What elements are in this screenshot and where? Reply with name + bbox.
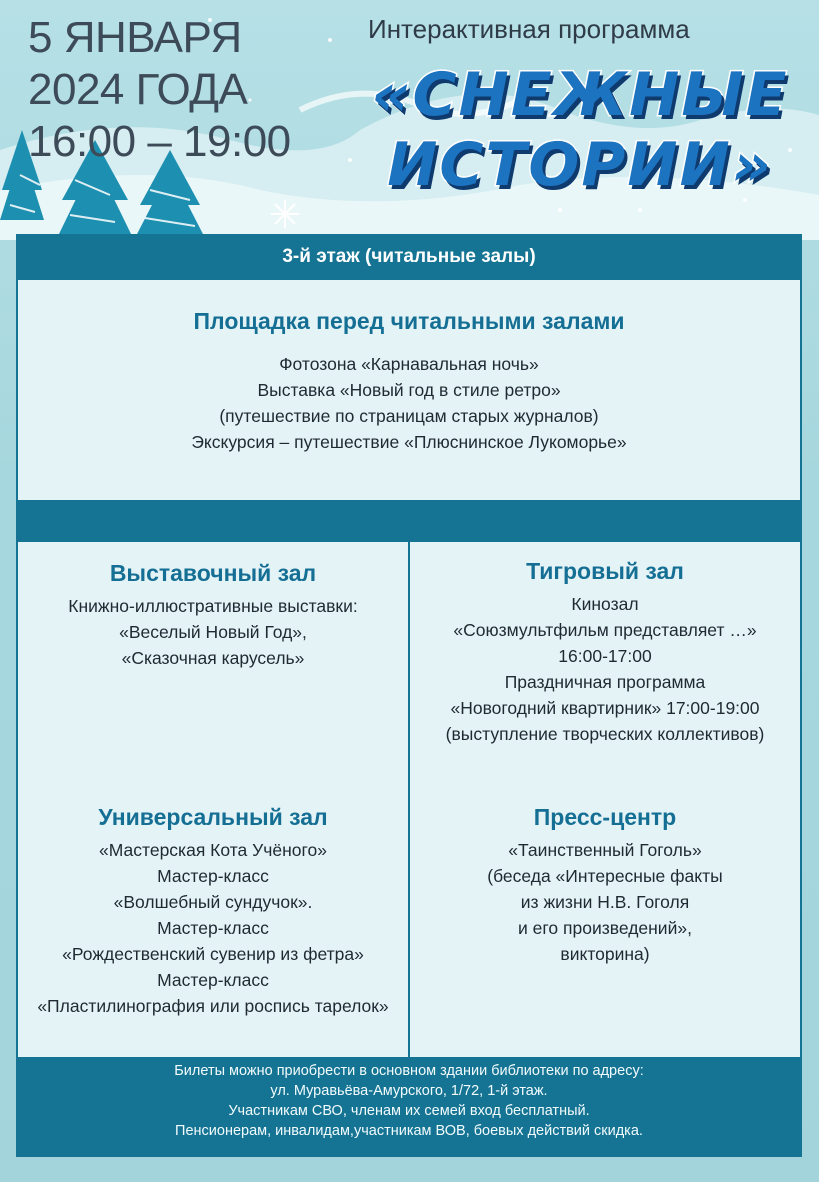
exhibition-line: «Веселый Новый Год», bbox=[119, 622, 307, 642]
divider-bar bbox=[16, 500, 802, 542]
universal-line: «Мастерская Кота Учёного» bbox=[99, 840, 327, 860]
landing-line: Выставка «Новый год в стиле ретро» bbox=[257, 380, 561, 400]
landing-title: Площадка перед читальными залами bbox=[193, 308, 625, 334]
tiger-line: Кинозал bbox=[571, 594, 639, 614]
date-day: 5 ЯНВАРЯ bbox=[28, 13, 242, 62]
press-line: викторина) bbox=[560, 944, 650, 964]
date-year: 2024 ГОДА bbox=[28, 65, 248, 114]
title-line-2: ИСТОРИИ» bbox=[387, 130, 773, 200]
halls-right-column bbox=[410, 542, 800, 1057]
universal-line: Мастер-класс bbox=[157, 970, 269, 990]
universal-line: «Пластилинография или роспись тарелок» bbox=[37, 996, 389, 1016]
footer-line: Пенсионерам, инвалидам,участникам ВОВ, боевых действий скидка. bbox=[175, 1123, 643, 1139]
tiger-line: 16:00-17:00 bbox=[558, 646, 652, 666]
program-title bbox=[370, 60, 790, 200]
ticket-info-footer bbox=[16, 1057, 802, 1157]
halls-grid bbox=[16, 542, 802, 1057]
tiger-hall-title: Тигровый зал bbox=[526, 558, 684, 584]
event-time: 16:00 – 19:00 bbox=[28, 117, 291, 166]
halls-left-column bbox=[18, 542, 410, 1057]
press-line: (беседа «Интересные факты bbox=[487, 866, 723, 886]
universal-line: Мастер-класс bbox=[157, 918, 269, 938]
universal-hall bbox=[18, 804, 408, 1019]
press-center-title: Пресс-центр bbox=[533, 804, 677, 830]
exhibition-hall-title: Выставочный зал bbox=[109, 560, 317, 586]
press-line: и его произведений», bbox=[518, 918, 692, 938]
exhibition-hall bbox=[18, 560, 408, 671]
landing-line: Фотозона «Карнавальная ночь» bbox=[279, 354, 539, 374]
exhibition-line: «Сказочная карусель» bbox=[121, 648, 305, 668]
tiger-line: (выступление творческих коллективов) bbox=[445, 724, 765, 744]
footer-line: Участникам СВО, членам их семей вход бесплатный. bbox=[228, 1103, 590, 1119]
landing-line: Экскурсия – путешествие «Плюснинское Лукоморье» bbox=[191, 432, 627, 452]
floor-header: 3-й этаж (читальные залы) bbox=[16, 234, 802, 280]
footer-line: Билеты можно приобрести в основном здании библиотеки по адресу: bbox=[174, 1063, 644, 1079]
press-line: «Таинственный Гоголь» bbox=[508, 840, 702, 860]
landing-section bbox=[16, 280, 802, 500]
program-subtitle: Интерактивная программа bbox=[368, 14, 690, 44]
landing-lines bbox=[18, 351, 800, 455]
universal-line: «Волшебный сундучок». bbox=[113, 892, 313, 912]
tiger-line: «Новогодний квартирник» 17:00-19:00 bbox=[450, 698, 760, 718]
tiger-line: «Союзмультфильм представляет …» bbox=[453, 620, 757, 640]
tiger-hall bbox=[410, 558, 800, 747]
footer-line: ул. Муравьёва-Амурского, 1/72, 1-й этаж. bbox=[270, 1083, 548, 1099]
title-line-1: «СНЕЖНЫЕ bbox=[371, 60, 789, 130]
universal-line: «Рождественский сувенир из фетра» bbox=[62, 944, 364, 964]
exhibition-line: Книжно-иллюстративные выставки: bbox=[68, 596, 358, 616]
press-line: из жизни Н.В. Гоголя bbox=[520, 892, 690, 912]
press-center bbox=[410, 804, 800, 967]
universal-line: Мастер-класс bbox=[157, 866, 269, 886]
tiger-line: Праздничная программа bbox=[504, 672, 706, 692]
landing-line: (путешествие по страницам старых журналов) bbox=[219, 406, 599, 426]
schedule-board bbox=[16, 234, 802, 1157]
universal-hall-title: Универсальный зал bbox=[98, 804, 328, 830]
event-date bbox=[28, 12, 291, 168]
snowflake-icon bbox=[271, 200, 299, 228]
